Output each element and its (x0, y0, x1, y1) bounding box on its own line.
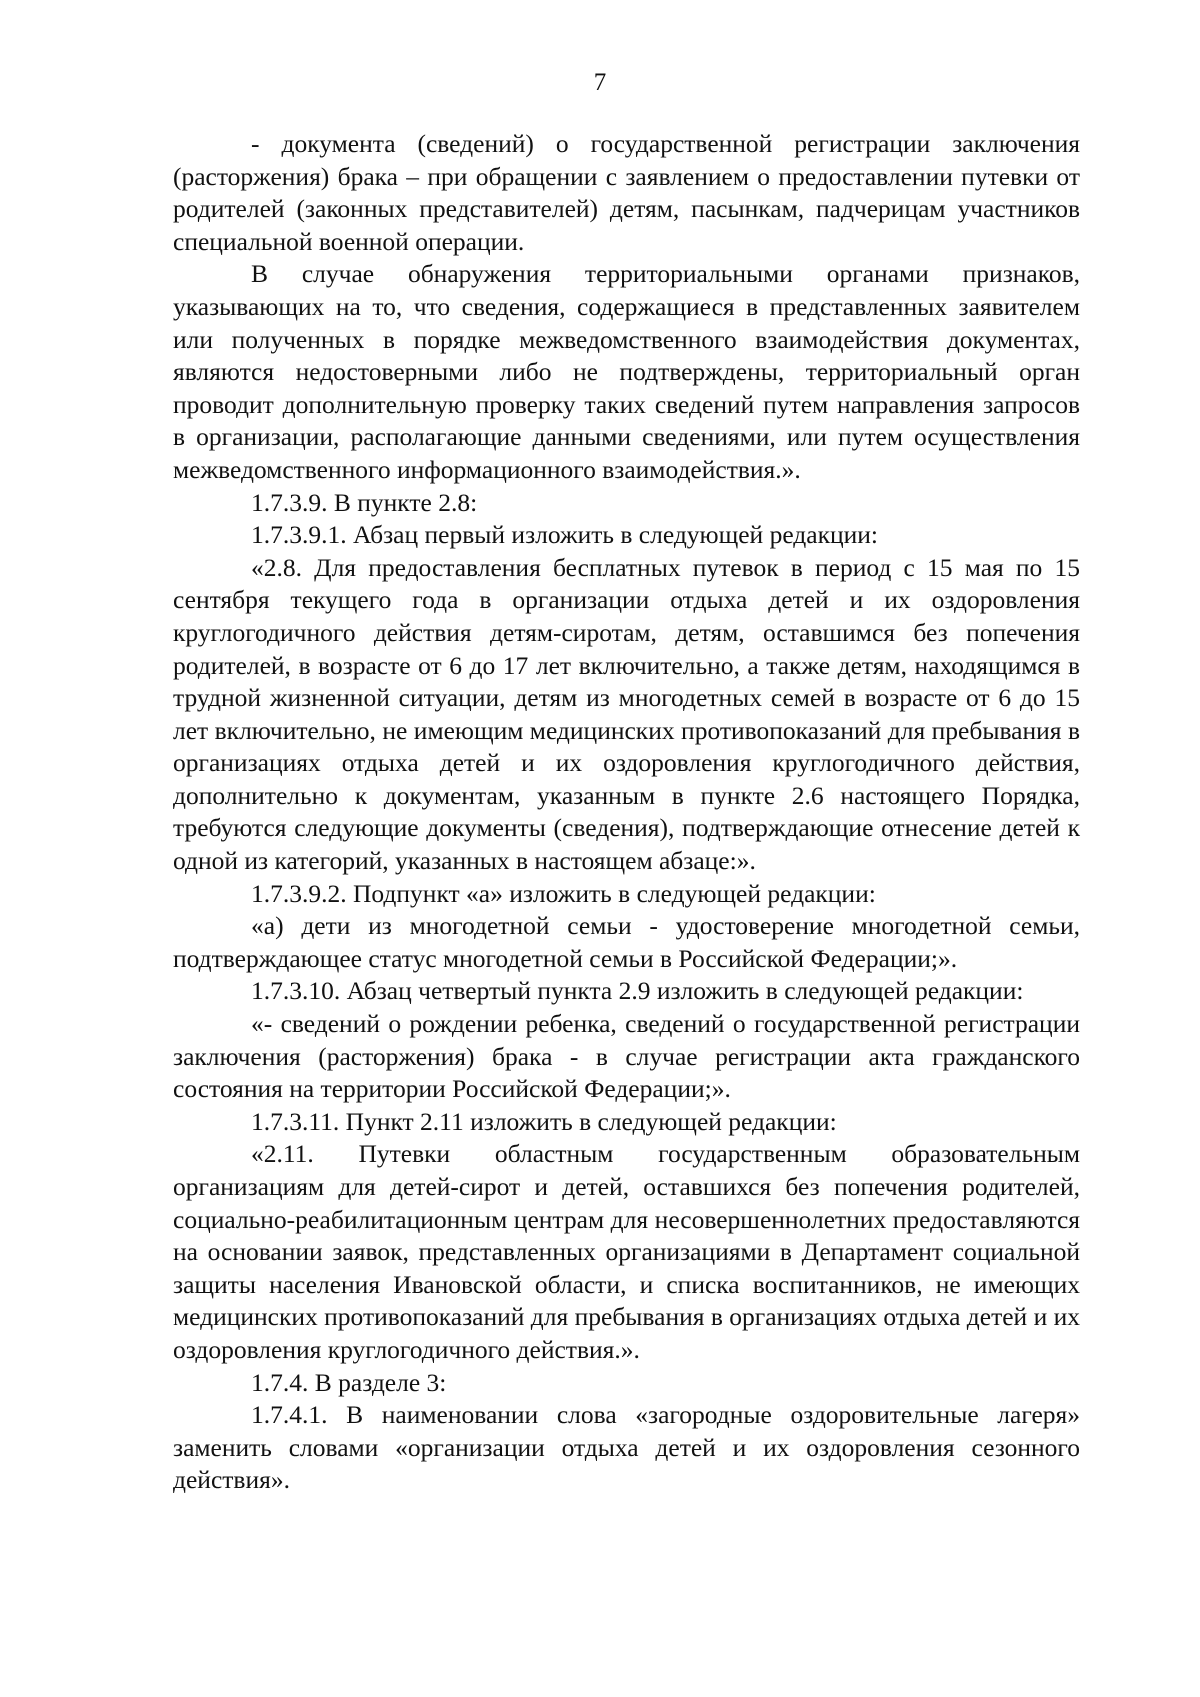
paragraph-item-1-7-3-9-1: 1.7.3.9.1. Абзац первый изложить в следующей редакции: (251, 520, 879, 550)
paragraph-item-1-7-3-10: 1.7.3.10. Абзац четвертый пункта 2.9 изложить в следующей редакции: (251, 976, 1024, 1006)
paragraph-clause-2-8: «2.8. Для предоставления бесплатных путевок в период с 15 мая по 15 сентября текущего года в организации отдыха детей и их оздоровления круглогодичного действия детям-сиротам, детям, оставшимся без попечения родителей, в возрасте от 6 до 17 лет включительно, а также детям, находящимся в трудной жизненной ситуации, детям из многодетных семей в возрасте от 6 до 15 лет включительно, не имеющим медицинских противопоказаний для пребывания в организациях отдыха детей и их оздоровления круглогодичного действия, дополнительно к документам, указанным в пункте 2.6 настоящего Порядка, требуются следующие документы (сведения), подтверждающие отнесение детей к одной из категорий, указанных в настоящем абзаце:». (173, 552, 1080, 876)
paragraph-item-1-7-4-1: 1.7.4.1. В наименовании слова «загородные оздоровительные лагеря» заменить словами «организации отдыха детей и их оздоровления сезонного действия». (173, 1400, 1080, 1495)
paragraph-item-1-7-4: 1.7.4. В разделе 3: (251, 1367, 447, 1397)
paragraph-item-1-7-3-11: 1.7.3.11. Пункт 2.11 изложить в следующей редакции: (251, 1106, 837, 1136)
document-body (173, 128, 1080, 1497)
paragraph-clause-2-11: «2.11. Путевки областным государственным образовательным организациям для детей-сирот и детей, оставшихся без попечения родителей, социально-реабилитационным центрам для несовершеннолетних предоставляются на основании заявок, представленных организациями в Департамент социальной защиты населения Ивановской области, и списка воспитанников, не имеющих медицинских противопоказаний для пребывания в организациях отдыха детей и их оздоровления круглогодичного действия.». (173, 1139, 1080, 1364)
paragraph-verification: В случае обнаружения территориальными органами признаков, указывающих на то, что сведения, содержащиеся в представленных заявителем или полученных в порядке межведомственного взаимодействия документах, являются недостоверными либо не подтверждены, территориальный орган проводит дополнительную проверку таких сведений путем направления запросов в организации, располагающие данными сведениями, или путем осуществления межведомственного информационного взаимодействия.». (173, 259, 1080, 484)
paragraph-subclause-a: «а) дети из многодетной семьи - удостоверение многодетной семьи, подтверждающее статус многодетной семьи в Российской Федерации;». (173, 911, 1080, 973)
paragraph-svo-marriage-document: - документа (сведений) о государственной регистрации заключения (расторжения) брака – при обращении с заявлением о предоставлении путевки от родителей (законных представителей) детям, пасынкам, падчерицам участников специальной военной операции. (173, 129, 1080, 256)
paragraph-item-1-7-3-9: 1.7.3.9. В пункте 2.8: (251, 487, 478, 517)
page-number: 7 (593, 69, 607, 96)
paragraph-item-1-7-3-9-2: 1.7.3.9.2. Подпункт «а» изложить в следующей редакции: (251, 878, 876, 908)
paragraph-birth-records: «- сведений о рождении ребенка, сведений о государственной регистрации заключения (расторжения) брака - в случае регистрации акта гражданского состояния на территории Российской Федерации;». (173, 1009, 1080, 1104)
